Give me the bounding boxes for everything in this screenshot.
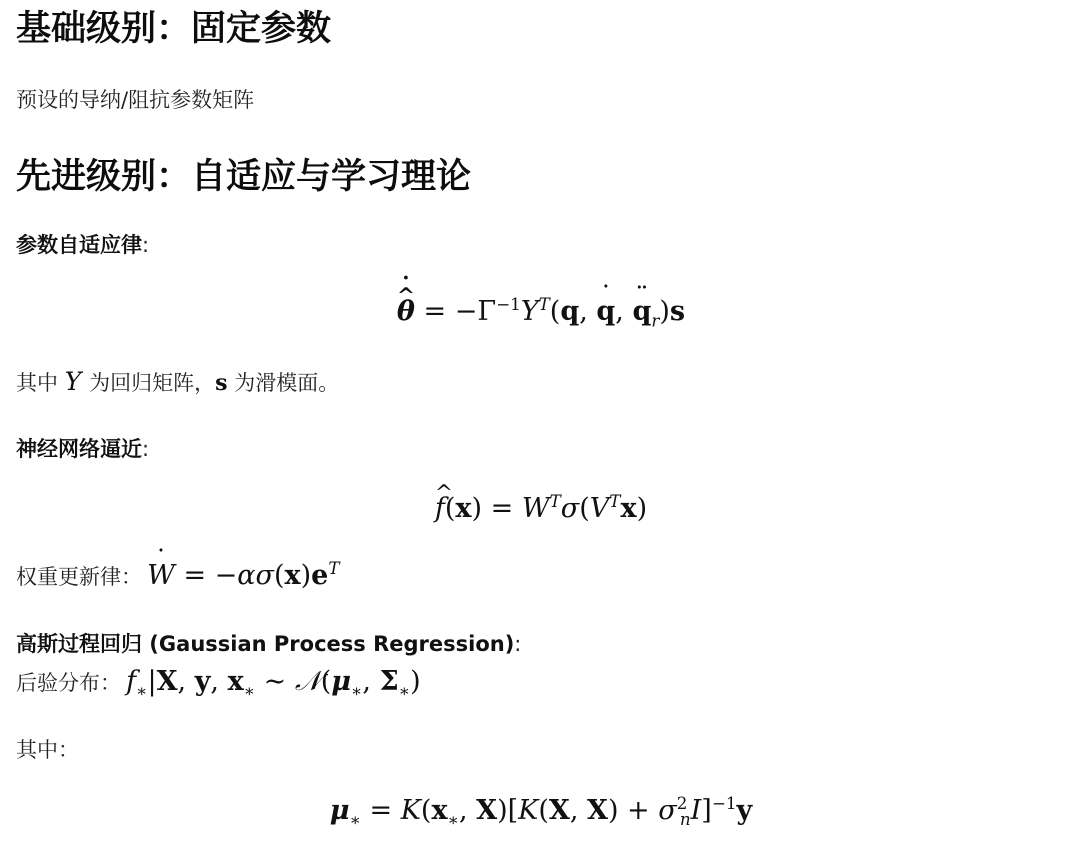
param-adapt-note: 其中 Y 为回归矩阵，s 为滑模面。 [16, 367, 340, 396]
gp-label: 高斯过程回归 (Gaussian Process Regression) [16, 632, 515, 656]
note-mid: 为回归矩阵， [89, 371, 216, 395]
gp-posterior-line: 后验分布： $f_∗|X$, y, $x_∗$ ∼ $𝒩(\mu_∗$, $\Sigma_∗$) [16, 666, 421, 701]
nn-colon: : [142, 437, 150, 461]
gp-colon: : [514, 632, 522, 656]
gp-where: 其中： [16, 738, 79, 762]
note-prefix: 其中 [16, 371, 58, 395]
param-adapt-label: 参数自适应律 [16, 233, 142, 257]
nn-title [16, 433, 149, 463]
gp-title [16, 628, 521, 658]
equation-nn-approx: f ^(x) = $W^T\sigma(V^Tx)$ [16, 493, 1066, 524]
param-adapt-colon: : [142, 233, 150, 257]
equation-param-adapt: ˙ θ ^ = $-\Gamma^{-1}Y^T(q$, q ˙, q $¨_r)s$ [16, 296, 1066, 327]
gp-posterior-label: 后验分布： [16, 671, 121, 695]
basic-level-description: 预设的导纳/阻抗参数矩阵 [16, 88, 255, 112]
heading-basic-level: 基础级别：固定参数 [16, 9, 332, 49]
param-adapt-title [16, 229, 149, 259]
weight-update-line: 权重更新律： W ˙ = $-\alpha\sigma(x)e^T$ [16, 560, 340, 591]
note-suffix: 为滑模面。 [234, 371, 340, 395]
weight-update-label: 权重更新律： [16, 565, 142, 589]
heading-advanced-level: 先进级别：自适应与学习理论 [16, 157, 472, 197]
equation-gp-mean: $\mu_∗ = K(x_∗$, X)[K(X, $X) + \sigma^2_nI]^{-1}y$ [329, 793, 753, 830]
nn-label: 神经网络逼近 [16, 437, 142, 461]
